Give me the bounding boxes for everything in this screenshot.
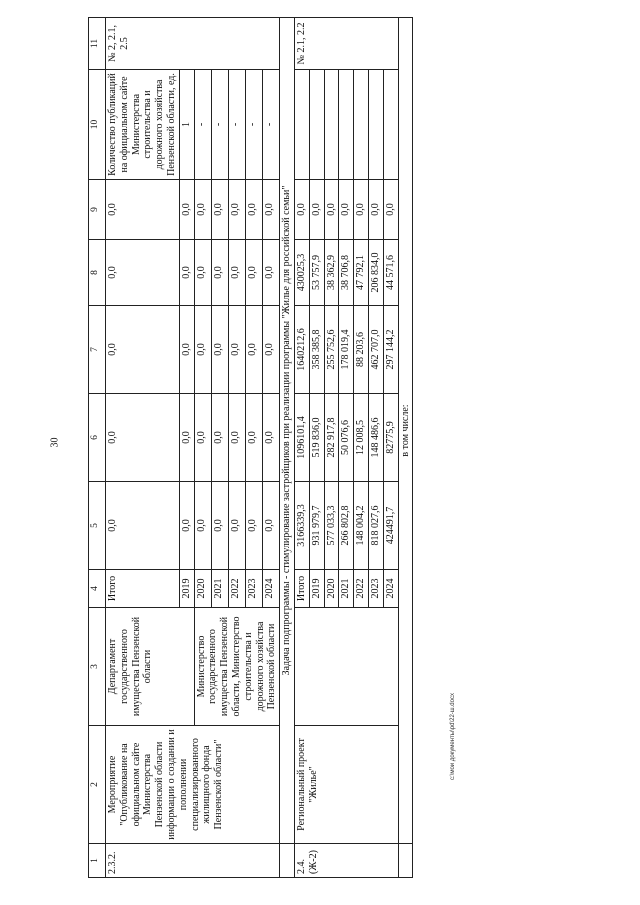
indicator-cell: Количество публикаций на официальном сайте Министерства строительства и дорожного хозяйства Пензенской области, ед.	[106, 70, 180, 180]
value-cell: 0,0	[194, 240, 211, 306]
value-cell: 0,0	[211, 306, 228, 394]
value-cell: 818 027,6	[368, 482, 383, 570]
value-cell: 0,0	[106, 180, 180, 240]
including-row	[398, 18, 413, 878]
value-cell: 148 486,6	[368, 394, 383, 482]
value-cell: 0,0	[194, 482, 211, 570]
value-cell: 0,0	[245, 306, 262, 394]
value-cell: 0,0	[179, 240, 194, 306]
indicator-value-cell	[309, 70, 324, 180]
value-cell: 0,0	[228, 482, 245, 570]
value-cell: 577 033,3	[324, 482, 339, 570]
value-cell: 282 917,8	[324, 394, 339, 482]
value-cell: 0,0	[263, 306, 280, 394]
measure-name-cell: Региональный проект "Жилье"	[294, 726, 398, 844]
value-cell: 931 979,7	[309, 482, 324, 570]
value-cell: 47 792,1	[354, 240, 369, 306]
indicator-value-cell: -	[194, 70, 211, 180]
indicator-value-cell	[324, 70, 339, 180]
value-cell: 82775,9	[383, 394, 398, 482]
empty-cell	[280, 844, 295, 878]
column-number-cell: 10	[89, 70, 106, 180]
value-cell: 0,0	[245, 180, 262, 240]
value-cell: 424491,7	[383, 482, 398, 570]
value-cell: 0,0	[106, 240, 180, 306]
page-number: 30	[49, 437, 61, 448]
value-cell: 0,0	[228, 306, 245, 394]
year-cell: 2020	[194, 570, 211, 608]
value-cell: 0,0	[354, 180, 369, 240]
including-label-cell: в том числе:	[398, 18, 413, 844]
indicator-value-cell: -	[245, 70, 262, 180]
year-cell: 2024	[383, 570, 398, 608]
value-cell: 12 008,5	[354, 394, 369, 482]
value-cell: 0,0	[339, 180, 354, 240]
value-cell: 148 004,2	[354, 482, 369, 570]
program-table	[88, 17, 413, 878]
indicator-value-cell: -	[211, 70, 228, 180]
value-cell: 0,0	[263, 180, 280, 240]
header-row	[89, 18, 106, 878]
value-cell: 0,0	[309, 180, 324, 240]
value-cell: 0,0	[294, 180, 309, 240]
executor-cell: Департамент государственного имущества Пензенской области	[106, 608, 195, 726]
year-cell: 2023	[245, 570, 262, 608]
value-cell: 1096101,4	[294, 394, 309, 482]
indicator-value-cell: 1	[179, 70, 194, 180]
column-number-cell: 7	[89, 306, 106, 394]
value-cell: 38 362,9	[324, 240, 339, 306]
value-cell: 0,0	[194, 306, 211, 394]
value-cell: 0,0	[179, 306, 194, 394]
program-table-wrapper	[88, 18, 413, 878]
value-cell: 0,0	[324, 180, 339, 240]
value-cell: 178 019,4	[339, 306, 354, 394]
value-cell: 0,0	[368, 180, 383, 240]
table-row	[294, 18, 309, 878]
value-cell: 0,0	[179, 394, 194, 482]
value-cell: 255 752,6	[324, 306, 339, 394]
item-number-cell: 2.4. (Ж-2)	[294, 844, 398, 878]
value-cell: 0,0	[106, 482, 180, 570]
column-number-cell: 9	[89, 180, 106, 240]
column-number-cell: 5	[89, 482, 106, 570]
column-number-cell: 8	[89, 240, 106, 306]
indicator-link-cell: № 2, 2.1, 2.5	[106, 18, 280, 70]
subprogram-task-cell: Задача подпрограммы - стимулирование застройщиков при реализации программы "Жилье для российской семьи"	[280, 18, 295, 844]
value-cell: 430025,3	[294, 240, 309, 306]
empty-cell	[398, 844, 413, 878]
item-number-cell: 2.3.2.	[106, 844, 280, 878]
executor-cell: Министерство государственного имущества Пензенской области, Министерство строительства и дорожного хозяйства Пензенской области	[194, 608, 280, 726]
value-cell: 88 203,6	[354, 306, 369, 394]
value-cell: 44 571,6	[383, 240, 398, 306]
value-cell: 0,0	[263, 394, 280, 482]
table-body	[89, 18, 413, 878]
value-cell: 0,0	[211, 180, 228, 240]
value-cell: 38 706,8	[339, 240, 354, 306]
column-number-cell: 6	[89, 394, 106, 482]
column-number-cell: 4	[89, 570, 106, 608]
indicator-value-cell	[368, 70, 383, 180]
file-path: c:\мои документы\pd\22-ш.docx	[450, 693, 456, 780]
year-cell: 2020	[324, 570, 339, 608]
year-cell: 2023	[368, 570, 383, 608]
indicator-value-cell	[339, 70, 354, 180]
value-cell: 0,0	[194, 180, 211, 240]
year-cell: Итого	[294, 570, 309, 608]
value-cell: 0,0	[179, 180, 194, 240]
year-cell: 2024	[263, 570, 280, 608]
value-cell: 0,0	[228, 394, 245, 482]
indicator-value-cell	[294, 70, 309, 180]
indicator-link-cell: № 2.1, 2.2	[294, 18, 398, 70]
value-cell: 0,0	[106, 306, 180, 394]
year-cell: 2019	[179, 570, 194, 608]
value-cell: 50 076,6	[339, 394, 354, 482]
task-row	[280, 18, 295, 878]
value-cell: 0,0	[228, 240, 245, 306]
year-cell: 2019	[309, 570, 324, 608]
value-cell: 0,0	[179, 482, 194, 570]
value-cell: 0,0	[228, 180, 245, 240]
value-cell: 266 802,8	[339, 482, 354, 570]
value-cell: 53 757,9	[309, 240, 324, 306]
indicator-value-cell: -	[263, 70, 280, 180]
value-cell: 519 836,0	[309, 394, 324, 482]
value-cell: 3166339,3	[294, 482, 309, 570]
value-cell: 297 144,2	[383, 306, 398, 394]
value-cell: 0,0	[106, 394, 180, 482]
column-number-cell: 3	[89, 608, 106, 726]
value-cell: 0,0	[263, 240, 280, 306]
value-cell: 0,0	[211, 240, 228, 306]
indicator-value-cell	[354, 70, 369, 180]
indicator-value-cell: -	[228, 70, 245, 180]
value-cell: 206 834,0	[368, 240, 383, 306]
year-cell: 2022	[228, 570, 245, 608]
executor-cell	[294, 608, 398, 726]
column-number-cell: 2	[89, 726, 106, 844]
value-cell: 462 707,0	[368, 306, 383, 394]
value-cell: 0,0	[245, 482, 262, 570]
year-cell: 2021	[339, 570, 354, 608]
value-cell: 0,0	[245, 394, 262, 482]
column-number-cell: 11	[89, 18, 106, 70]
year-cell: Итого	[106, 570, 180, 608]
value-cell: 0,0	[245, 240, 262, 306]
value-cell: 0,0	[383, 180, 398, 240]
value-cell: 1640212,6	[294, 306, 309, 394]
indicator-value-cell	[383, 70, 398, 180]
column-number-cell: 1	[89, 844, 106, 878]
table-row	[106, 18, 180, 878]
year-cell: 2021	[211, 570, 228, 608]
measure-name-cell: Мероприятие "Опубликование на официальном сайте Министерства Пензенской области информации о создании и пополнении специализированного жилищного фонда Пензенской области"	[106, 726, 280, 844]
value-cell: 0,0	[211, 394, 228, 482]
value-cell: 0,0	[263, 482, 280, 570]
value-cell: 358 385,8	[309, 306, 324, 394]
value-cell: 0,0	[194, 394, 211, 482]
year-cell: 2022	[354, 570, 369, 608]
value-cell: 0,0	[211, 482, 228, 570]
